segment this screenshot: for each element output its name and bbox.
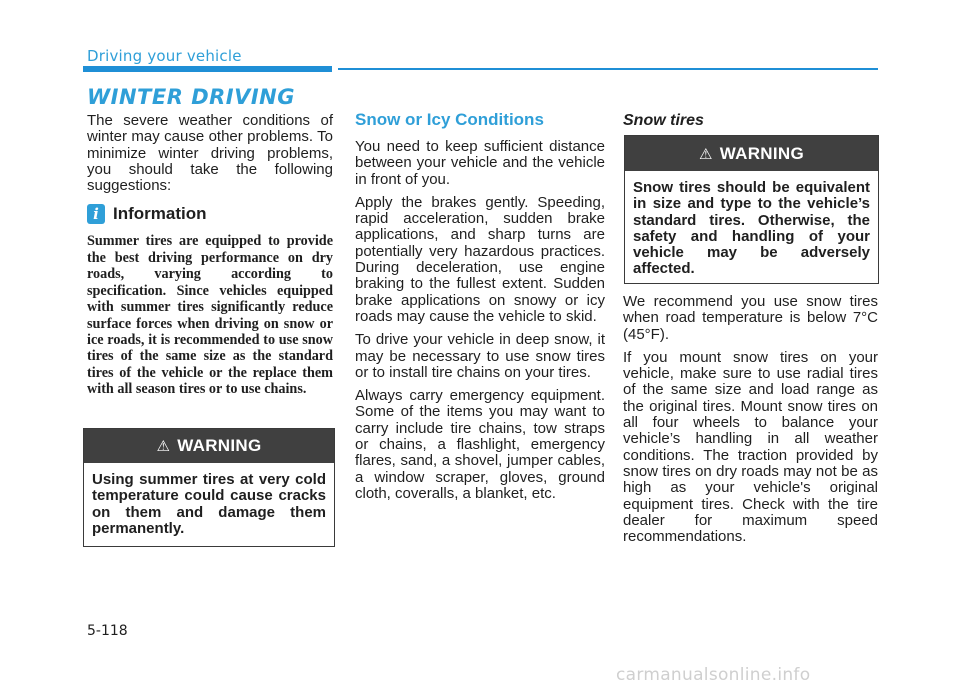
column-left: [87, 113, 333, 398]
warning-box-summer-tires: [83, 428, 335, 547]
warning-label: WARNING: [177, 436, 262, 455]
paragraph: If you mount snow tires on your vehicle, make sure to use radial tires of the same size and load range as the original tires. Mount snow tires on all four wheels to balance your vehicle’s handling in all weather conditions. The traction provided by snow tires on dry roads may not be as high as your vehicle's original equipment tires. Check with the tire dealer for maximum speed recommendations.: [623, 348, 878, 546]
warning-text: Using summer tires at very cold temperature could cause cracks on them and damage them permanently.: [92, 471, 326, 537]
paragraph: Apply the brakes gently. Speeding, rapid acceleration, sudden brake applications, and sharp turns are potentially very hazardous practices. During deceleration, use engine braking to the fullest extent. Sudden brake applications on snowy or icy roads may cause the vehicle to skid.: [355, 193, 605, 325]
intro-paragraph: The severe weather conditions of winter may cause other problems. To minimize winter driving problems, you should take the following suggestions:: [87, 112, 333, 195]
warning-triangle-icon: ⚠: [156, 438, 171, 455]
snow-tires-heading: Snow tires: [623, 112, 704, 129]
warning-header: [625, 136, 878, 171]
paragraph: You need to keep sufficient distance between your vehicle and the vehicle in front of you.: [355, 138, 605, 188]
warning-text: Snow tires should be equivalent in size and type to the vehicle’s standard tires. Otherwise, the safety and handling of your vehicle may be adversely affected.: [633, 179, 870, 278]
page-title: WINTER DRIVING: [87, 85, 295, 109]
warning-header: [84, 429, 334, 463]
header-rule-thin: [338, 68, 878, 70]
paragraph: Always carry emergency equipment. Some of the items you may want to carry include tire chains, tow straps or chains, a flashlight, emergency flares, sand, a shovel, jumper cables, a window scraper, gloves, ground cloth, coveralls, a blanket, etc.: [355, 387, 605, 502]
snow-icy-heading: Snow or Icy Conditions: [355, 110, 544, 129]
information-title: Information: [113, 204, 207, 224]
section-label: Driving your vehicle: [87, 47, 242, 65]
column-middle: [355, 110, 605, 509]
warning-box-snow-tires: [624, 135, 879, 284]
info-icon: i: [87, 204, 105, 224]
information-text: Summer tires are equipped to provide the best driving performance on dry roads, varying according to specification. Since vehicles equipped with summer tires significantly reduce surface forces when driving on snow or ice roads, it is recommended to use snow tires of the same size as the standard tires of the vehicle or the replace them with all season tires or to use chains.: [87, 233, 333, 398]
warning-triangle-icon: ⚠: [698, 145, 713, 163]
header-rule-thick: [83, 66, 332, 72]
warning-label: WARNING: [719, 143, 804, 163]
page-number: 5-118: [87, 623, 128, 639]
column-right-body: [623, 294, 878, 552]
paragraph: We recommend you use snow tires when road temperature is below 7°C (45°F).: [623, 293, 878, 343]
watermark: carmanualsonline.info: [616, 665, 811, 685]
information-header: [87, 204, 333, 224]
paragraph: To drive your vehicle in deep snow, it may be necessary to use snow tires or to install tire chains on your tires.: [355, 331, 605, 381]
